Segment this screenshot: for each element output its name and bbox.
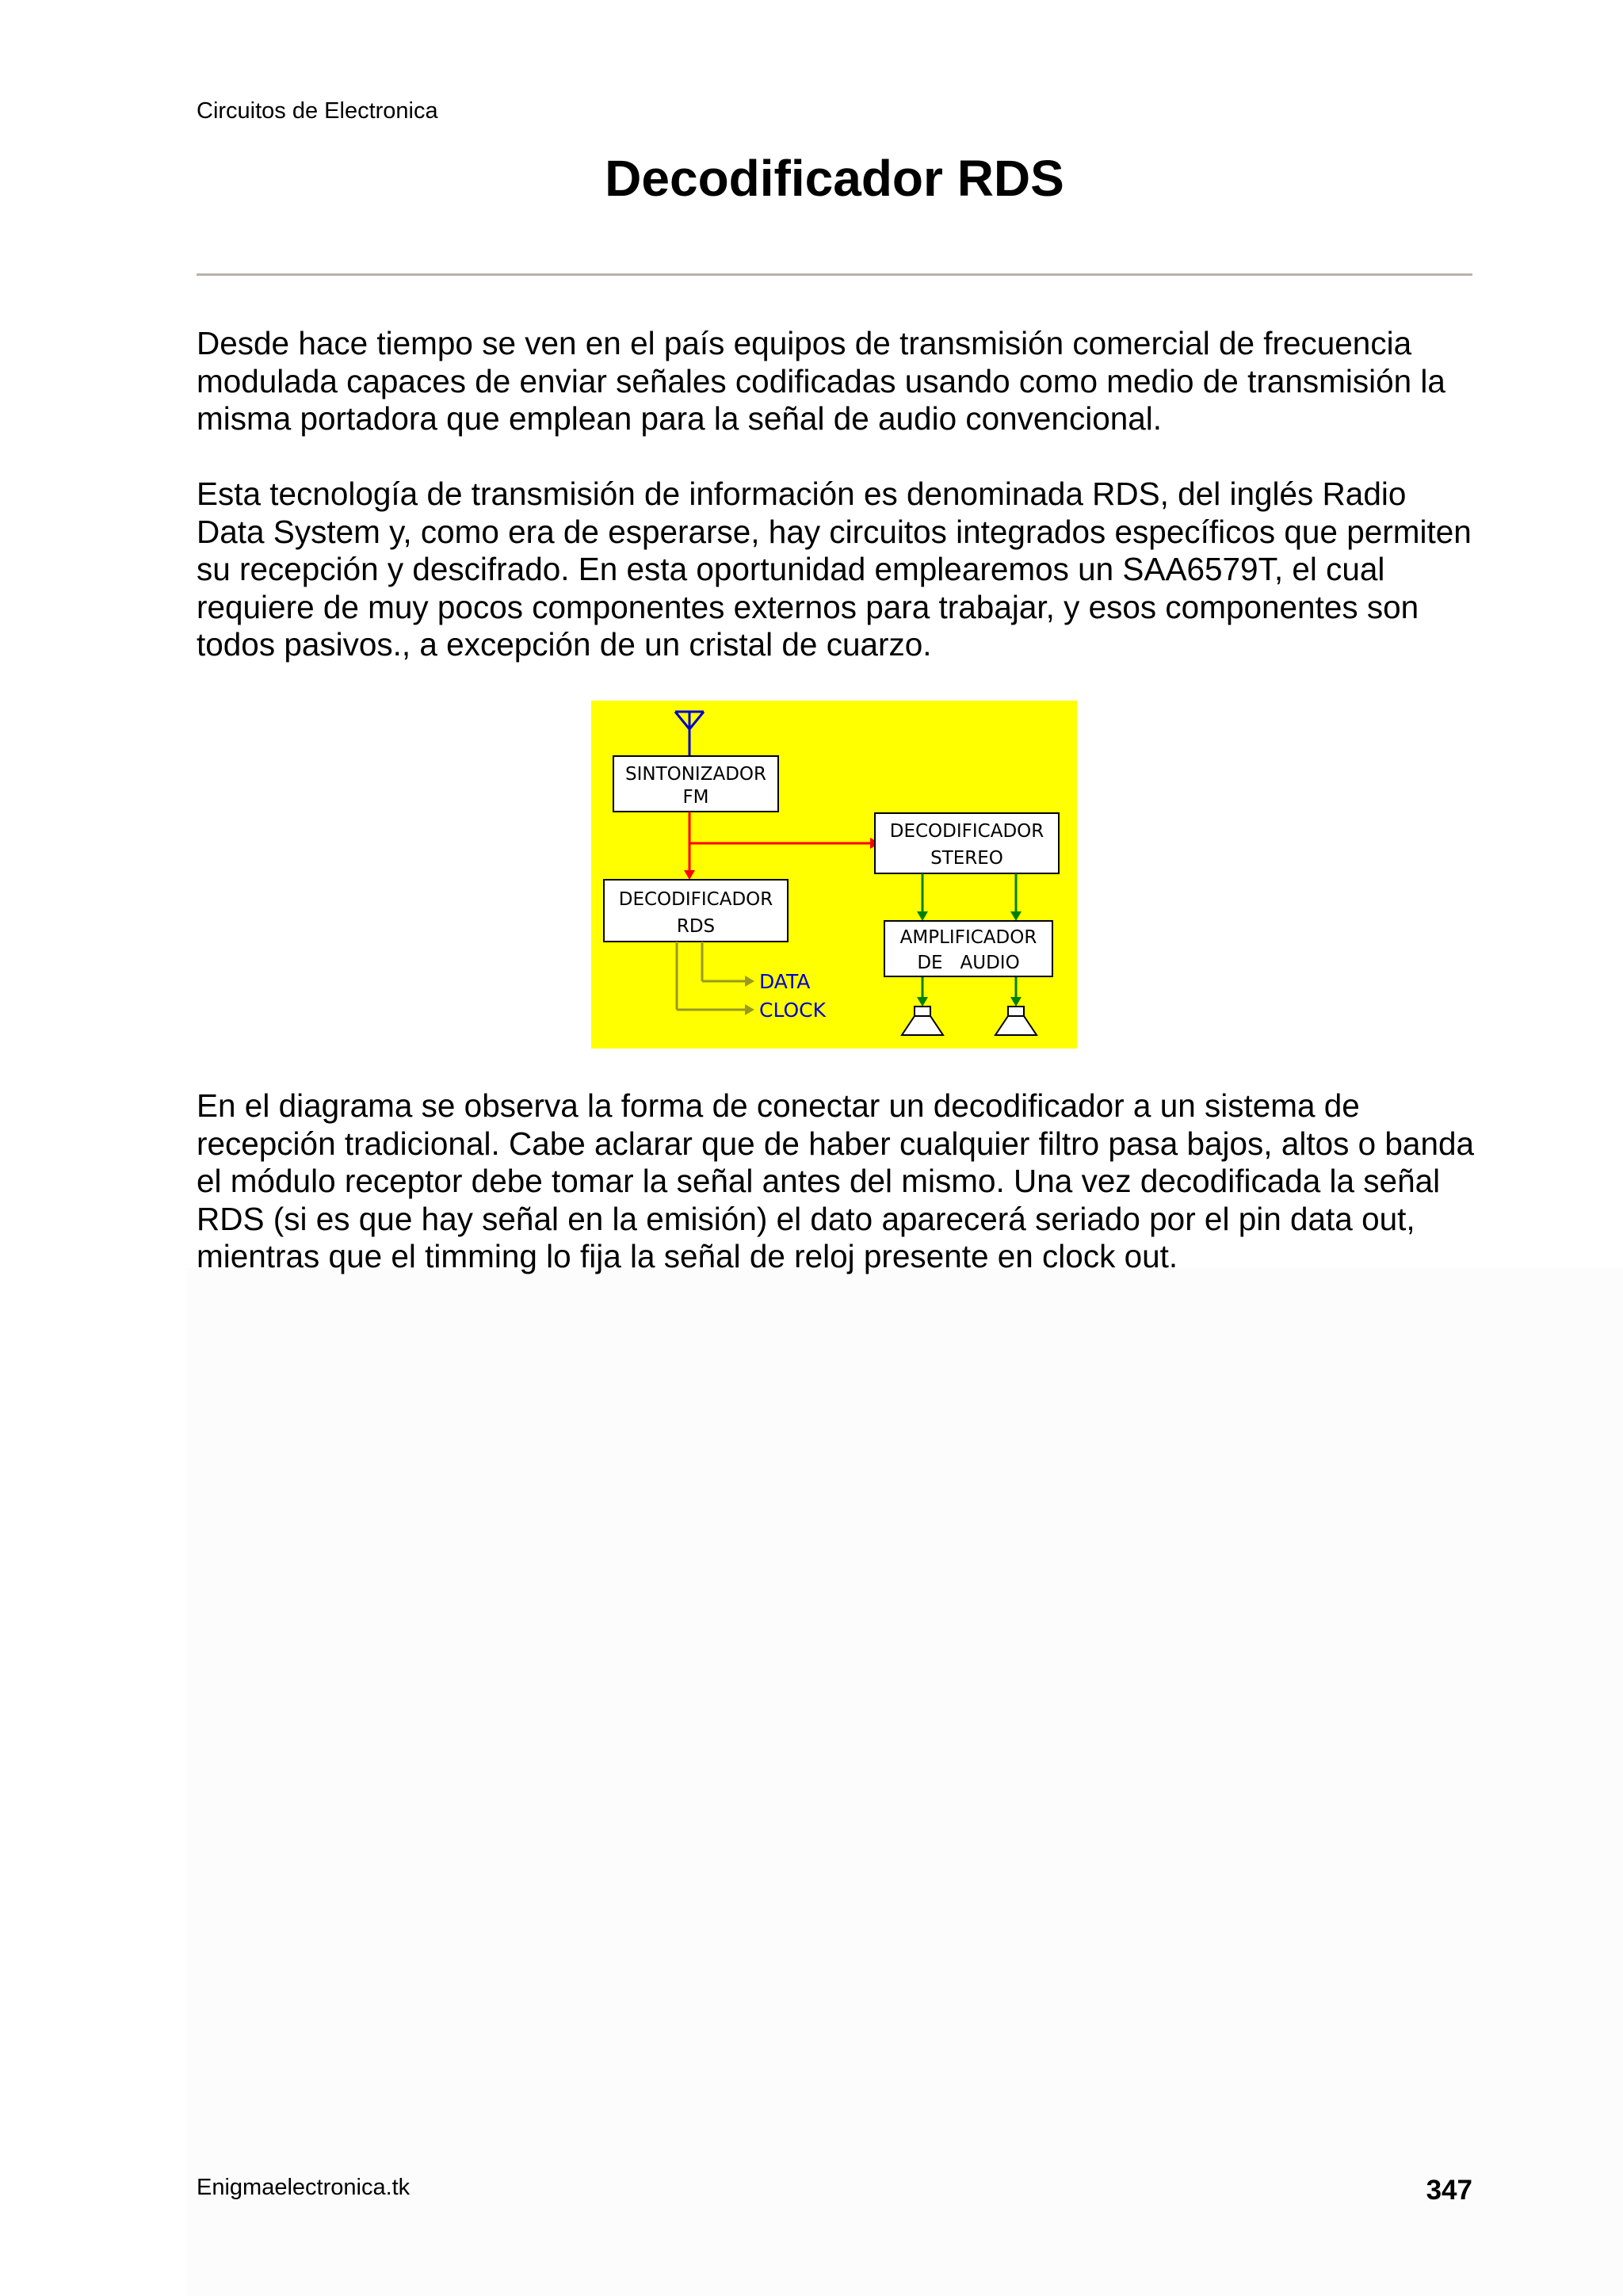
footer-site: Enigmaelectronica.tk xyxy=(197,2175,411,2200)
page-background xyxy=(187,1268,1623,2296)
page-number: 347 xyxy=(1426,2175,1472,2206)
amp-label-1: AMPLIFICADOR xyxy=(899,927,1037,948)
paragraph-explanation: En el diagrama se observa la forma de conectar un decodificador a un sistema de recepción tradicional. Cabe aclarar que de haber cualquier filtro pasa bajos, altos o banda el módulo receptor debe tomar la señal antes del mismo. Una vez decodificada la señal RDS (si es que hay señal en la emisión) el dato aparecerá seriado por el pin data out, mientras que el timming lo fija la señal de reloj presente en clock out. xyxy=(197,1087,1475,1274)
data-output-label: DATA xyxy=(759,970,811,993)
rds-decoder-block xyxy=(604,880,788,942)
tuner-block xyxy=(613,756,778,812)
amplifier-block xyxy=(884,921,1052,976)
rds-block-diagram xyxy=(591,701,1077,1049)
rds-label-1: DECODIFICADOR xyxy=(618,889,773,910)
stereo-decoder-block xyxy=(875,813,1059,873)
tuner-label-1: SINTONIZADOR xyxy=(624,764,767,785)
amp-label-2: DE AUDIO xyxy=(917,953,1020,973)
diagram-background xyxy=(591,701,1077,1049)
rds-label-2: RDS xyxy=(676,916,716,937)
tuner-label-2: FM xyxy=(682,787,709,808)
paragraph-technology: Esta tecnología de transmisión de información es denominada RDS, del inglés Radio Data System y, como era de esperarse, hay circuitos integrados específicos que permiten su recepción y descifrado. En esta oportunidad emplearemos un SAA6579T, el cual requiere de muy pocos componentes externos para trabajar, y esos componentes son todos pasivos., a excepción de un cristal de cuarzo. xyxy=(197,476,1472,663)
stereo-label-1: DECODIFICADOR xyxy=(889,821,1044,842)
title-divider xyxy=(197,273,1472,276)
stereo-label-2: STEREO xyxy=(930,848,1003,869)
clock-output-label: CLOCK xyxy=(759,999,827,1022)
page-title: Decodificador RDS xyxy=(605,150,1064,207)
running-header: Circuitos de Electronica xyxy=(197,98,438,124)
paragraph-intro: Desde hace tiempo se ven en el país equipos de transmisión comercial de frecuencia modulada capaces de enviar señales codificadas usando como medio de transmisión la misma portadora que emplean para la señal de audio convencional. xyxy=(197,325,1445,437)
